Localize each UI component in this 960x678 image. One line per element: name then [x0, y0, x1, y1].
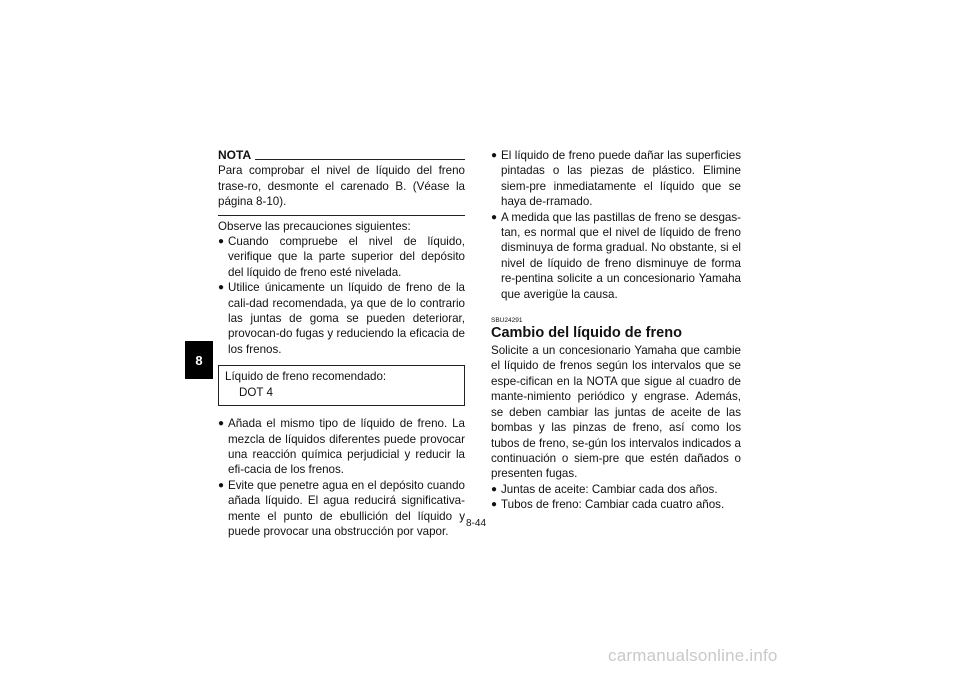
list-item	[491, 148, 741, 210]
bullet-icon: ●	[218, 479, 225, 491]
note-rule	[255, 159, 465, 160]
section-code: SBU24291	[491, 317, 523, 325]
list-item-text: A medida que las pastillas de freno se desgas-tan, es normal que el nivel de líquido de freno disminuya de forma gradual. No obstante, si el nivel de líquido de freno disminuye de forma re-pentina solicite a un concesionario Yamaha que averigüe la causa.	[501, 210, 741, 301]
spec-box	[218, 365, 465, 406]
watermark: carmanualsonline.info	[608, 646, 778, 665]
list-item	[218, 234, 465, 280]
list-item-text: Añada el mismo tipo de líquido de freno. La mezcla de líquidos diferentes puede provocar una reacción química perjudicial y reducir la efi-cacia de los frenos.	[228, 417, 465, 477]
list-item-text: Evite que penetre agua en el depósito cuando añada líquido. El agua reducirá significativa-mente el punto de ebullición del líquido y puede provocar una obstrucción por vapor.	[228, 478, 465, 538]
note-header	[218, 148, 465, 163]
bullet-icon: ●	[491, 499, 498, 511]
list-item-text: Juntas de aceite: Cambiar cada dos años.	[501, 482, 718, 496]
bullet-icon: ●	[491, 150, 498, 161]
page-number: 8-44	[466, 518, 487, 529]
section-title: Cambio del líquido de freno	[491, 325, 682, 342]
list-item	[491, 497, 741, 512]
left-column	[218, 148, 465, 539]
list-item	[491, 482, 741, 497]
bullet-icon: ●	[218, 236, 225, 248]
list-item-text: Utilice únicamente un líquido de freno de la cali-dad recomendada, ya que de lo contrario las juntas de goma se pueden deteriorar, provocan-do fugas y reduciendo la eficacia de los frenos.	[228, 281, 465, 356]
list-item	[218, 416, 465, 478]
bullet-icon: ●	[491, 483, 498, 495]
note-text: Para comprobar el nivel de líquido del freno trase-ro, desmonte el carenado B. (Véase la página 8-10).	[218, 164, 465, 209]
note-title: NOTA	[218, 148, 252, 162]
list-item	[218, 280, 465, 357]
right-column	[491, 148, 741, 513]
list-item-text: Cuando compruebe el nivel de líquido, verifique que la parte superior del depósito del líquido de freno esté nivelada.	[228, 235, 465, 279]
list-item-text: El líquido de freno puede dañar las superficies pintadas o las piezas de plástico. Elimine siem-pre inmediatamente el líquido que se haya de-rramado.	[501, 149, 741, 209]
bullet-icon: ●	[218, 282, 225, 294]
note-end-rule	[218, 215, 465, 216]
bullet-icon: ●	[218, 418, 225, 430]
bullet-icon: ●	[491, 211, 498, 223]
list-item-text: Tubos de freno: Cambiar cada cuatro años.	[501, 498, 725, 512]
list-item	[491, 210, 741, 302]
list-item	[218, 478, 465, 540]
chapter-tab: 8	[185, 341, 213, 379]
precautions-intro: Observe las precauciones siguientes:	[218, 219, 411, 233]
section-text: Solicite a un concesionario Yamaha que cambie el líquido de frenos según los intervalos que se espe-cifican en la NOTA que sigue al cuadro de mante-nimiento periódico y engrase. Además, se deben cambiar las juntas de aceite de las bombas y las pinzas de freno, así como los tubos de freno, se-gún los intervalos indicados a continuación o siem-pre que estén dañados o presenten fugas.	[491, 344, 741, 481]
spec-value: DOT 4	[239, 385, 273, 399]
spec-label: Líquido de freno recomendado:	[225, 370, 387, 384]
